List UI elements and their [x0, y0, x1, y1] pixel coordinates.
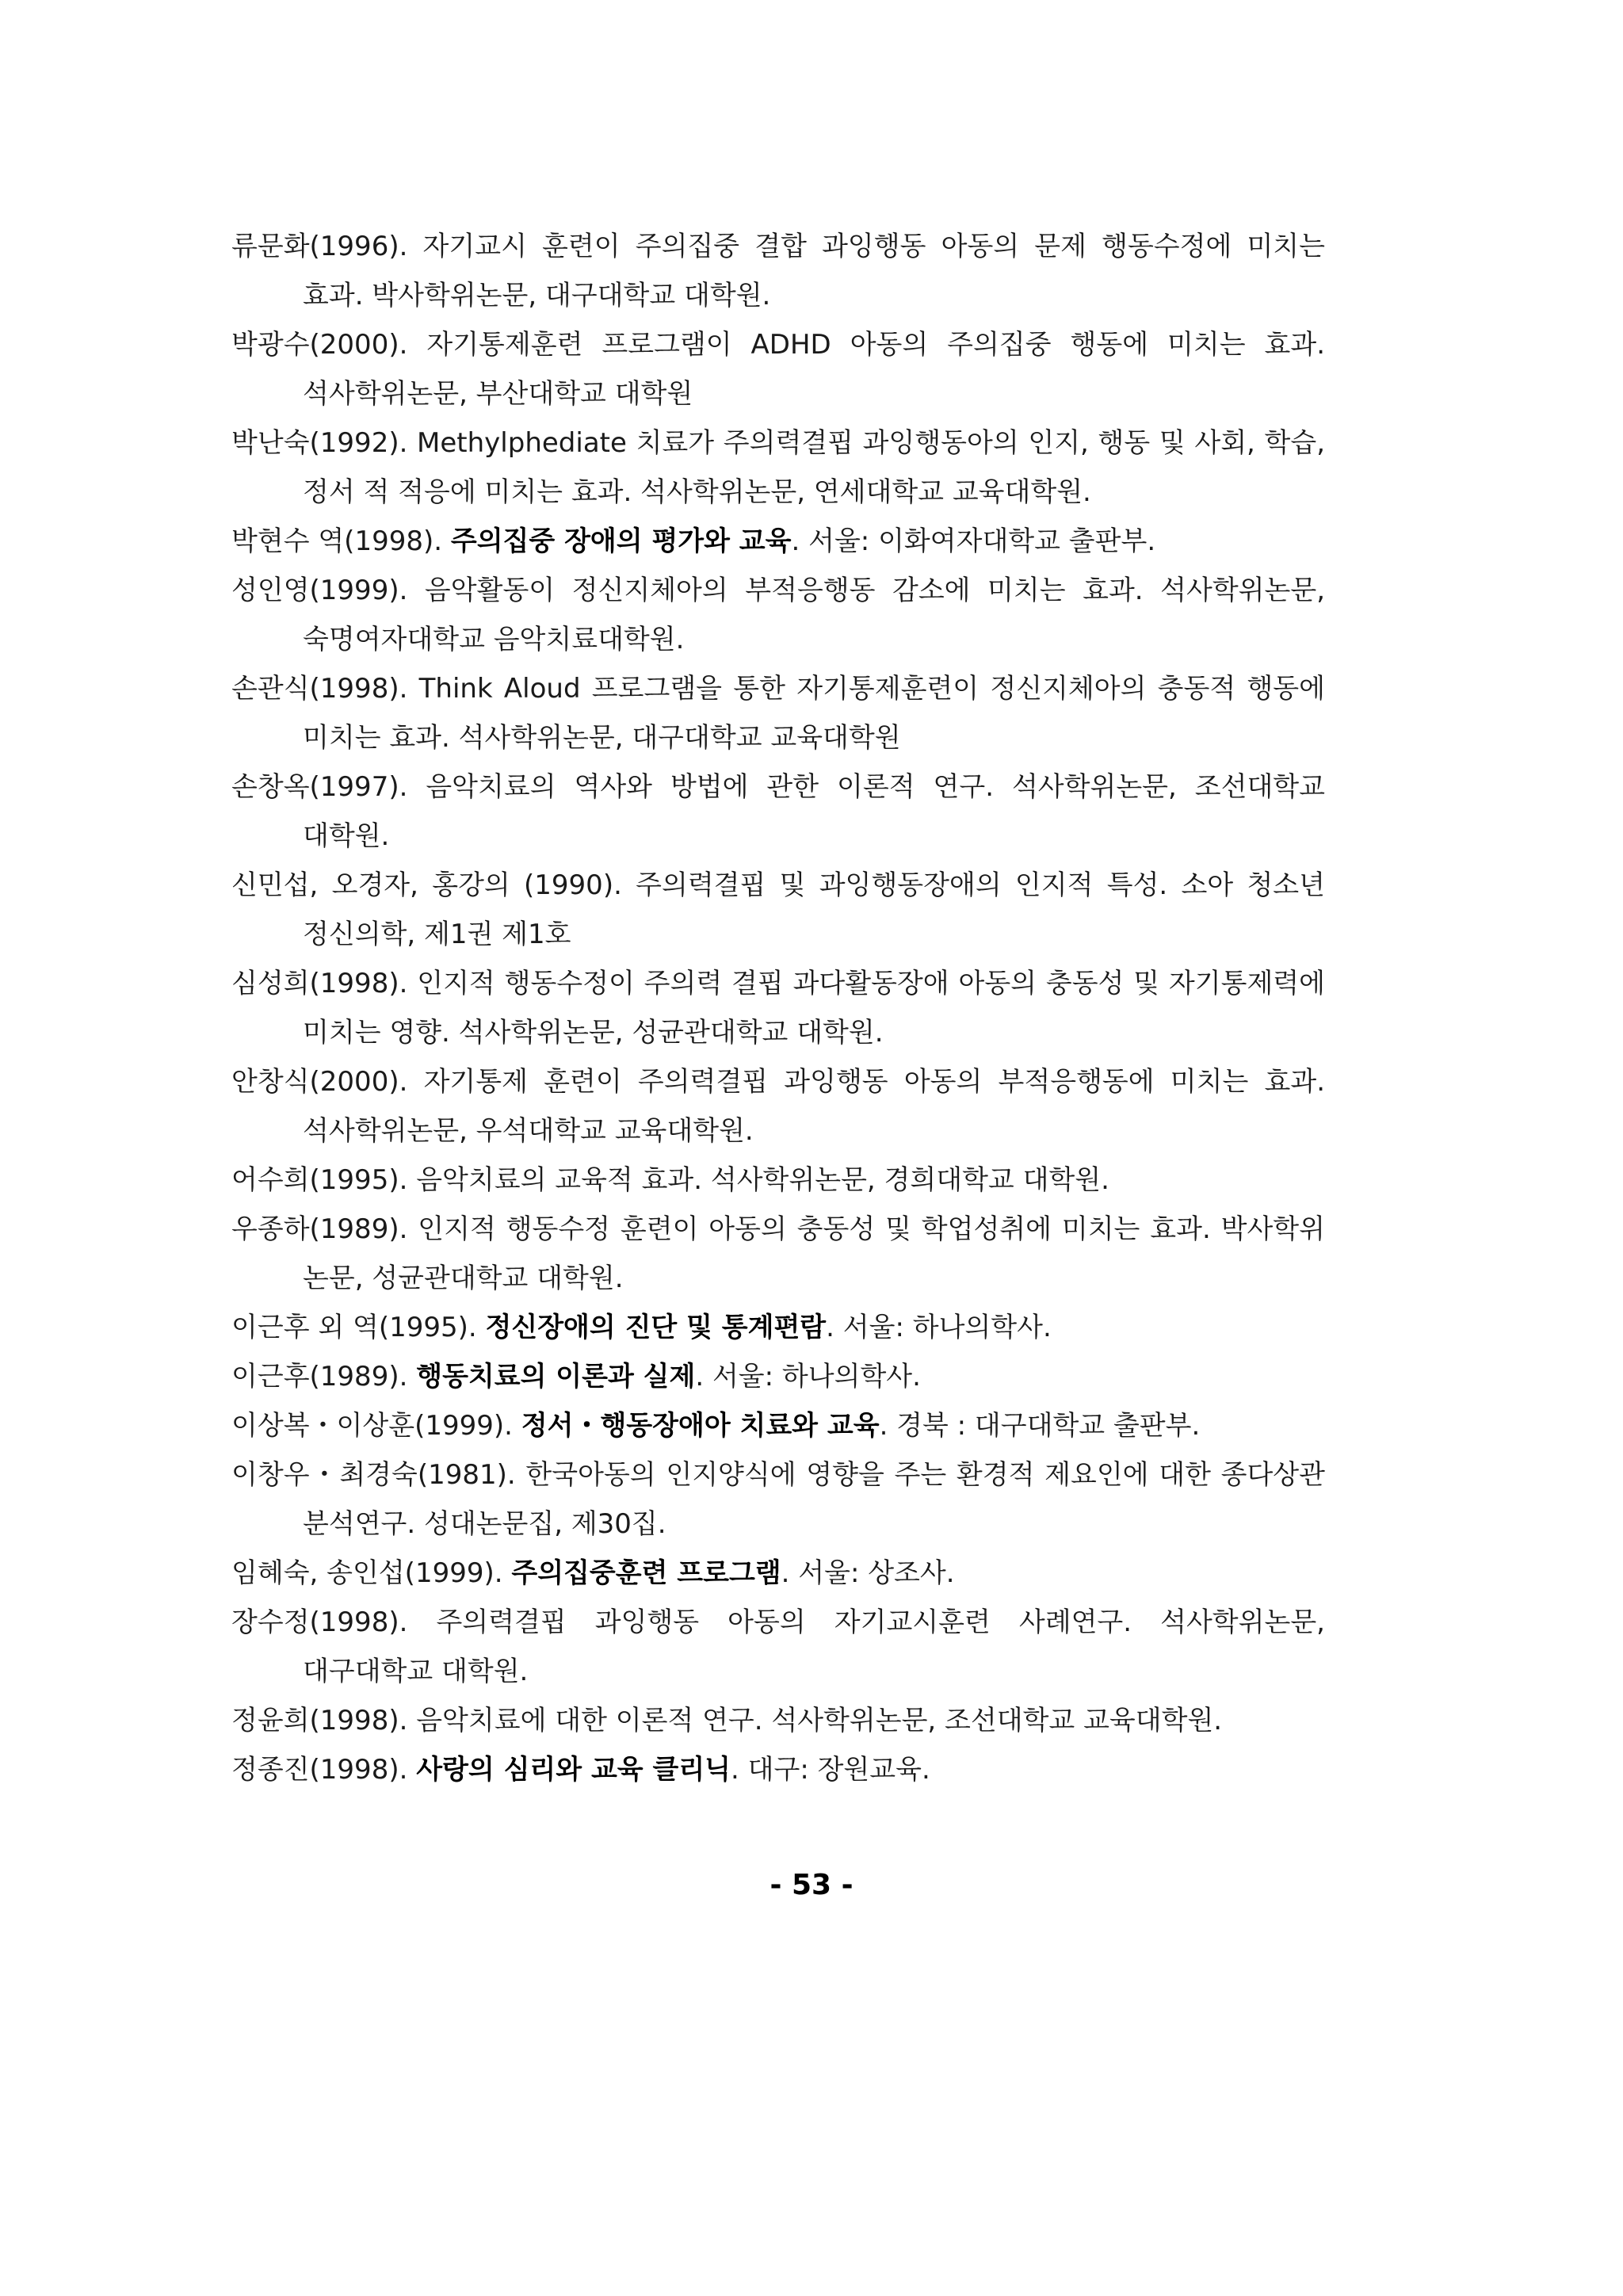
reference-text: 어수희(1995). 음악치료의 교육적 효과. 석사학위논문, 경희대학교 대학원. [231, 1164, 1109, 1196]
reference-entry [231, 1450, 1325, 1549]
reference-entry [231, 1696, 1325, 1745]
reference-entry [231, 418, 1325, 517]
reference-list [231, 222, 1325, 1794]
reference-text: 손창옥(1997). 음악치료의 역사와 방법에 관한 이론적 연구. 석사학위논문, 조선대학교 대학원. [231, 771, 1325, 852]
reference-entry [231, 1205, 1325, 1303]
reference-text: 장수정(1998). 주의력결핍 과잉행동 아동의 자기교시훈련 사례연구. 석사학위논문, 대구대학교 대학원. [231, 1606, 1325, 1687]
reference-publisher: . 경북 : 대구대학교 출판부. [879, 1410, 1201, 1442]
reference-entry [231, 861, 1325, 959]
reference-text: 박광수(2000). 자기통제훈련 프로그램이 ADHD 아동의 주의집중 행동에 미치는 효과. 석사학위논문, 부산대학교 대학원 [231, 329, 1325, 410]
reference-entry [231, 1057, 1325, 1156]
reference-book-title: 주의집중 장애의 평가와 교육 [450, 525, 792, 557]
reference-text: 우종하(1989). 인지적 행동수정 훈련이 아동의 충동성 및 학업성취에 미치는 효과. 박사학위 논문, 성균관대학교 대학원. [231, 1213, 1325, 1294]
reference-book-title: 행동치료의 이론과 실제 [416, 1361, 696, 1392]
reference-text: 심성희(1998). 인지적 행동수정이 주의력 결핍 과다활동장애 아동의 충동성 및 자기통제력에 미치는 영향. 석사학위논문, 성균관대학교 대학원. [231, 968, 1325, 1049]
reference-text: 정윤희(1998). 음악치료에 대한 이론적 연구. 석사학위논문, 조선대학교 교육대학원. [231, 1705, 1223, 1736]
reference-text: 안창식(2000). 자기통제 훈련이 주의력결핍 과잉행동 아동의 부적응행동에 미치는 효과. 석사학위논문, 우석대학교 교육대학원. [231, 1066, 1325, 1147]
reference-text: 박난숙(1992). Methylphediate 치료가 주의력결핍 과잉행동아의 인지, 행동 및 사회, 학습, 정서 적 적응에 미치는 효과. 석사학위논문, 연세대학교 교육대학원. [231, 427, 1325, 508]
reference-entry [231, 1745, 1325, 1794]
reference-text: 류문화(1996). 자기교시 훈련이 주의집중 결합 과잉행동 아동의 문제 행동수정에 미치는 효과. 박사학위논문, 대구대학교 대학원. [231, 231, 1325, 311]
reference-entry [231, 1549, 1325, 1598]
reference-book-title: 주의집중훈련 프로그램 [511, 1557, 781, 1589]
reference-text: 이상복・이상훈(1999). [231, 1410, 521, 1442]
reference-entry [231, 664, 1325, 762]
reference-text: 박현수 역(1998). [231, 525, 451, 557]
reference-entry [231, 762, 1325, 861]
reference-entry [231, 320, 1325, 418]
reference-book-title: 정서・행동장애아 치료와 교육 [521, 1410, 880, 1442]
reference-entry [231, 1352, 1325, 1401]
reference-text: 임혜숙, 송인섭(1999). [231, 1557, 512, 1589]
reference-entry [231, 1303, 1325, 1352]
reference-entry [231, 517, 1325, 566]
reference-text: 정종진(1998). [231, 1754, 417, 1786]
reference-publisher: . 서울: 하나의학사. [695, 1361, 921, 1392]
reference-text: 신민섭, 오경자, 홍강의 (1990). 주의력결핍 및 과잉행동장애의 인지적 특성. 소아 청소년 정신의학, 제1권 제1호 [231, 869, 1325, 950]
reference-book-title: 사랑의 심리와 교육 클리닉 [416, 1754, 731, 1786]
reference-entry [231, 1156, 1325, 1205]
reference-entry [231, 222, 1325, 320]
reference-entry [231, 1401, 1325, 1450]
reference-text: 이근후(1989). [231, 1361, 417, 1392]
reference-text: 이창우・최경숙(1981). 한국아동의 인지양식에 영향을 주는 환경적 제요인에 대한 종다상관 분석연구. 성대논문집, 제30집. [231, 1459, 1325, 1540]
reference-entry [231, 566, 1325, 664]
reference-publisher: . 서울: 상조사. [781, 1557, 955, 1589]
reference-entry [231, 959, 1325, 1057]
reference-publisher: . 서울: 하나의학사. [826, 1312, 1052, 1343]
reference-publisher: . 서울: 이화여자대학교 출판부. [791, 525, 1156, 557]
reference-text: 손관식(1998). Think Aloud 프로그램을 통한 자기통제훈련이 정신지체아의 충동적 행동에 미치는 효과. 석사학위논문, 대구대학교 교육대학원 [231, 673, 1325, 754]
reference-text: 성인영(1999). 음악활동이 정신지체아의 부적응행동 감소에 미치는 효과. 석사학위논문, 숙명여자대학교 음악치료대학원. [231, 575, 1325, 655]
reference-text: 이근후 외 역(1995). [231, 1312, 486, 1343]
reference-entry [231, 1598, 1325, 1696]
page-number: - 53 - [769, 1869, 854, 1901]
reference-publisher: . 대구: 장원교육. [731, 1754, 930, 1786]
reference-book-title: 정신장애의 진단 및 통계편람 [485, 1312, 827, 1343]
